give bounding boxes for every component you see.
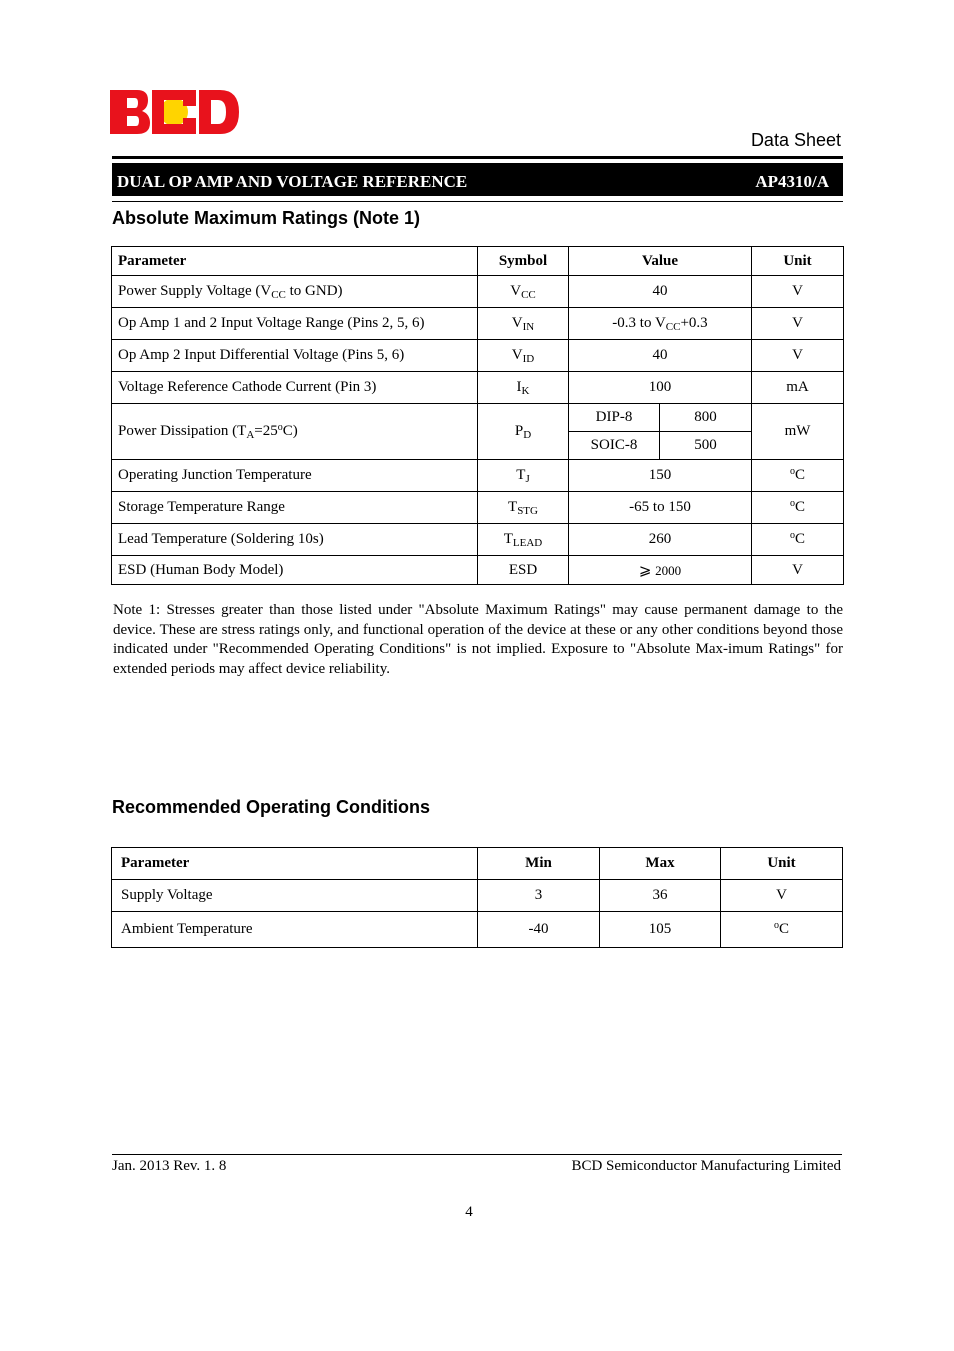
header-symbol: Symbol [478, 247, 569, 276]
unit-cell: V [752, 340, 844, 372]
greater-equal-symbol: ⩾ [638, 562, 652, 579]
header-min: Min [478, 848, 600, 880]
value-cell: 800 [660, 404, 752, 432]
param-cell: Operating Junction Temperature [112, 460, 478, 492]
table-header-row [112, 848, 843, 880]
param-cell: Op Amp 1 and 2 Input Voltage Range (Pins 2, 5, 6) [112, 308, 478, 340]
value-cell: 40 [569, 276, 752, 308]
header-unit: Unit [721, 848, 843, 880]
part-number: AP4310/A [755, 172, 829, 191]
recommended-operating-conditions-table [111, 847, 843, 948]
unit-cell: $^o$C [752, 460, 844, 492]
header-parameter: Parameter [112, 247, 478, 276]
param-cell: Op Amp 2 Input Differential Voltage (Pins 5, 6) [112, 340, 478, 372]
page-number: 4 [465, 1204, 473, 1220]
symbol-cell: $I_K$ [478, 372, 569, 404]
symbol-cell: ESD [478, 556, 569, 585]
note-text: Note 1: Stresses greater than those listed under "Absolute Maximum Ratings" may cause permanent damage to the device. These are stress ratings only, and functional operation of the device at these or any other conditions beyond those indicated under "Recommended Operating Conditions" is not implied. Exposure to "Absolute Max-imum Ratings" for extended periods may affect device reliability. [113, 602, 843, 677]
roc-section-title: Recommended Operating Conditions [112, 797, 431, 817]
footer-date-revision: Jan. 2013 Rev. 1. 8 [112, 1158, 227, 1174]
amr-section-title: Absolute Maximum Ratings (Note 1) [112, 208, 421, 228]
table-row [112, 404, 844, 432]
value-cell: 150 [569, 460, 752, 492]
header-rule-bottom [112, 201, 843, 202]
unit-cell: $^o$C [752, 492, 844, 524]
logo-text: BCD [110, 89, 113, 90]
unit-cell: $^o$C [721, 912, 843, 948]
table-row [112, 556, 844, 585]
header-parameter: Parameter [112, 848, 478, 880]
unit-cell: mA [752, 372, 844, 404]
value-cell: 40 [569, 340, 752, 372]
param-cell: ESD (Human Body Model) [112, 556, 478, 585]
table-header-row [112, 247, 844, 276]
param-cell: Power Supply Voltage ($V_{CC}$ to GND) [112, 276, 478, 308]
param-cell: Supply Voltage [112, 880, 478, 912]
unit-cell: mW [752, 404, 844, 460]
symbol-cell: $T_J$ [478, 460, 569, 492]
unit-cell: V [752, 308, 844, 340]
unit-cell: $^o$C [752, 524, 844, 556]
title-bar [112, 163, 843, 196]
param-cell: Voltage Reference Cathode Current (Pin 3) [112, 372, 478, 404]
symbol-cell: $V_{CC}$ [478, 276, 569, 308]
unit-cell: V [721, 880, 843, 912]
header-value: Value [569, 247, 752, 276]
symbol-cell: $T_{LEAD}$ [478, 524, 569, 556]
min-cell: -40 [478, 912, 600, 948]
max-cell: 36 [600, 880, 721, 912]
value-cell: 100 [569, 372, 752, 404]
param-cell: Power Dissipation $(T_A=25^oC)$ [112, 404, 478, 460]
table-row [112, 372, 844, 404]
symbol-cell: $V_{ID}$ [478, 340, 569, 372]
doc-type-label: Data Sheet [750, 130, 841, 150]
symbol-cell: $T_{STG}$ [478, 492, 569, 524]
max-cell: 105 [600, 912, 721, 948]
param-cell: Lead Temperature (Soldering 10s) [112, 524, 478, 556]
package-cell: SOIC-8 [569, 432, 660, 460]
header-max: Max [600, 848, 721, 880]
param-cell: Storage Temperature Range [112, 492, 478, 524]
unit-cell: V [752, 276, 844, 308]
header-unit: Unit [752, 247, 844, 276]
value-cell: -65 to 150 [569, 492, 752, 524]
footer-company: BCD Semiconductor Manufacturing Limited [571, 1158, 841, 1174]
value-cell: ⩾ 2000 [569, 556, 752, 585]
param-cell: Ambient Temperature [112, 912, 478, 948]
document-title: DUAL OP AMP AND VOLTAGE REFERENCE [117, 172, 468, 191]
min-cell: 3 [478, 880, 600, 912]
value-cell: 260 [569, 524, 752, 556]
absolute-max-ratings-table [111, 246, 844, 585]
table-row [112, 524, 844, 556]
package-cell: DIP-8 [569, 404, 660, 432]
table-row [112, 308, 844, 340]
table-row [112, 460, 844, 492]
value-cell: -0.3 to $V_{CC}+0.3$ [569, 308, 752, 340]
bcd-logo [110, 89, 240, 135]
symbol-cell: $V_{IN}$ [478, 308, 569, 340]
table-row [112, 340, 844, 372]
table-row [112, 492, 844, 524]
footer-rule [112, 1154, 842, 1155]
value-cell: 500 [660, 432, 752, 460]
unit-cell: V [752, 556, 844, 585]
table-row [112, 912, 843, 948]
table-row [112, 276, 844, 308]
symbol-cell: $P_D$ [478, 404, 569, 460]
table-row [112, 880, 843, 912]
header-rule [112, 156, 843, 159]
